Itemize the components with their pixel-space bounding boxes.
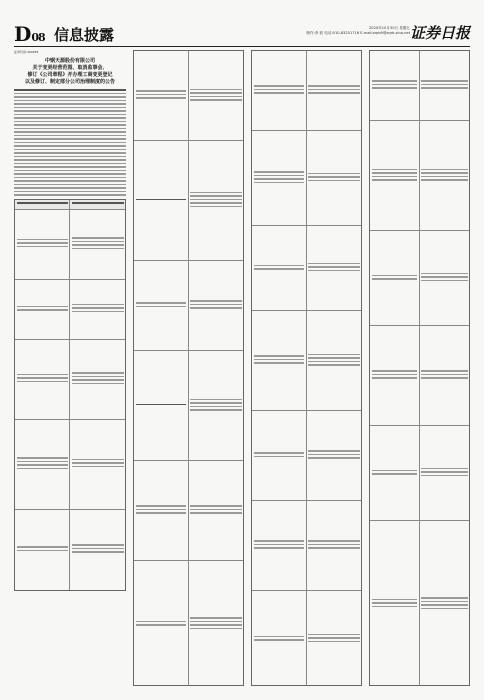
masthead-meta [306,26,410,36]
article-body [14,89,126,686]
header-rule [14,46,470,47]
table-row [15,340,125,420]
amendment-table [14,199,126,591]
table-header-row [15,200,125,210]
article-title-line: 中钢天源股份有限公司 [44,58,95,64]
article-title-line: 关于变更经营范围、取消监事会、 [32,65,108,71]
column-3 [251,50,362,686]
masthead [14,22,470,46]
table-row [134,461,243,561]
table-row [15,280,125,340]
amendment-table [369,50,470,686]
article-title-line: 以及修订、制定部分公司治理制度的公告 [24,79,115,85]
table-row [134,141,243,261]
column-2 [133,50,244,686]
section-title: 信息披露 [54,26,115,44]
table-row [15,510,125,590]
table-row [252,591,361,686]
table-row [15,420,125,510]
contact-line: 制作:李 波 电话:010-83251716 E-mail:zqrb9@zqrb.sina.net [306,31,410,35]
table-row [370,426,469,521]
page-identifier [14,22,45,46]
article-title-line: 修订《公司章程》并办理工商变更登记 [27,72,113,78]
newspaper-logo: 证券日报 [409,24,470,42]
article-title [14,58,126,86]
table-row [134,351,243,461]
table-row [134,51,243,141]
table-row [252,411,361,501]
table-row [370,231,469,326]
date-line: 2020年10月30日 星期五 [369,26,410,30]
page-number: 08 [31,31,45,44]
amendment-table [133,50,244,686]
table-row [370,326,469,426]
table-row [252,131,361,226]
page-letter: D [14,22,31,46]
securities-code: 证券代码:300055 [14,50,39,54]
amendment-table [251,50,362,686]
column-4 [369,50,470,686]
table-row [370,51,469,121]
table-row [252,226,361,311]
table-row [370,521,469,686]
table-row [134,561,243,686]
table-row [15,210,125,280]
table-row [252,311,361,411]
table-row [252,501,361,591]
table-row [370,121,469,231]
table-row [252,51,361,131]
table-row [134,261,243,351]
column-1 [14,50,126,686]
